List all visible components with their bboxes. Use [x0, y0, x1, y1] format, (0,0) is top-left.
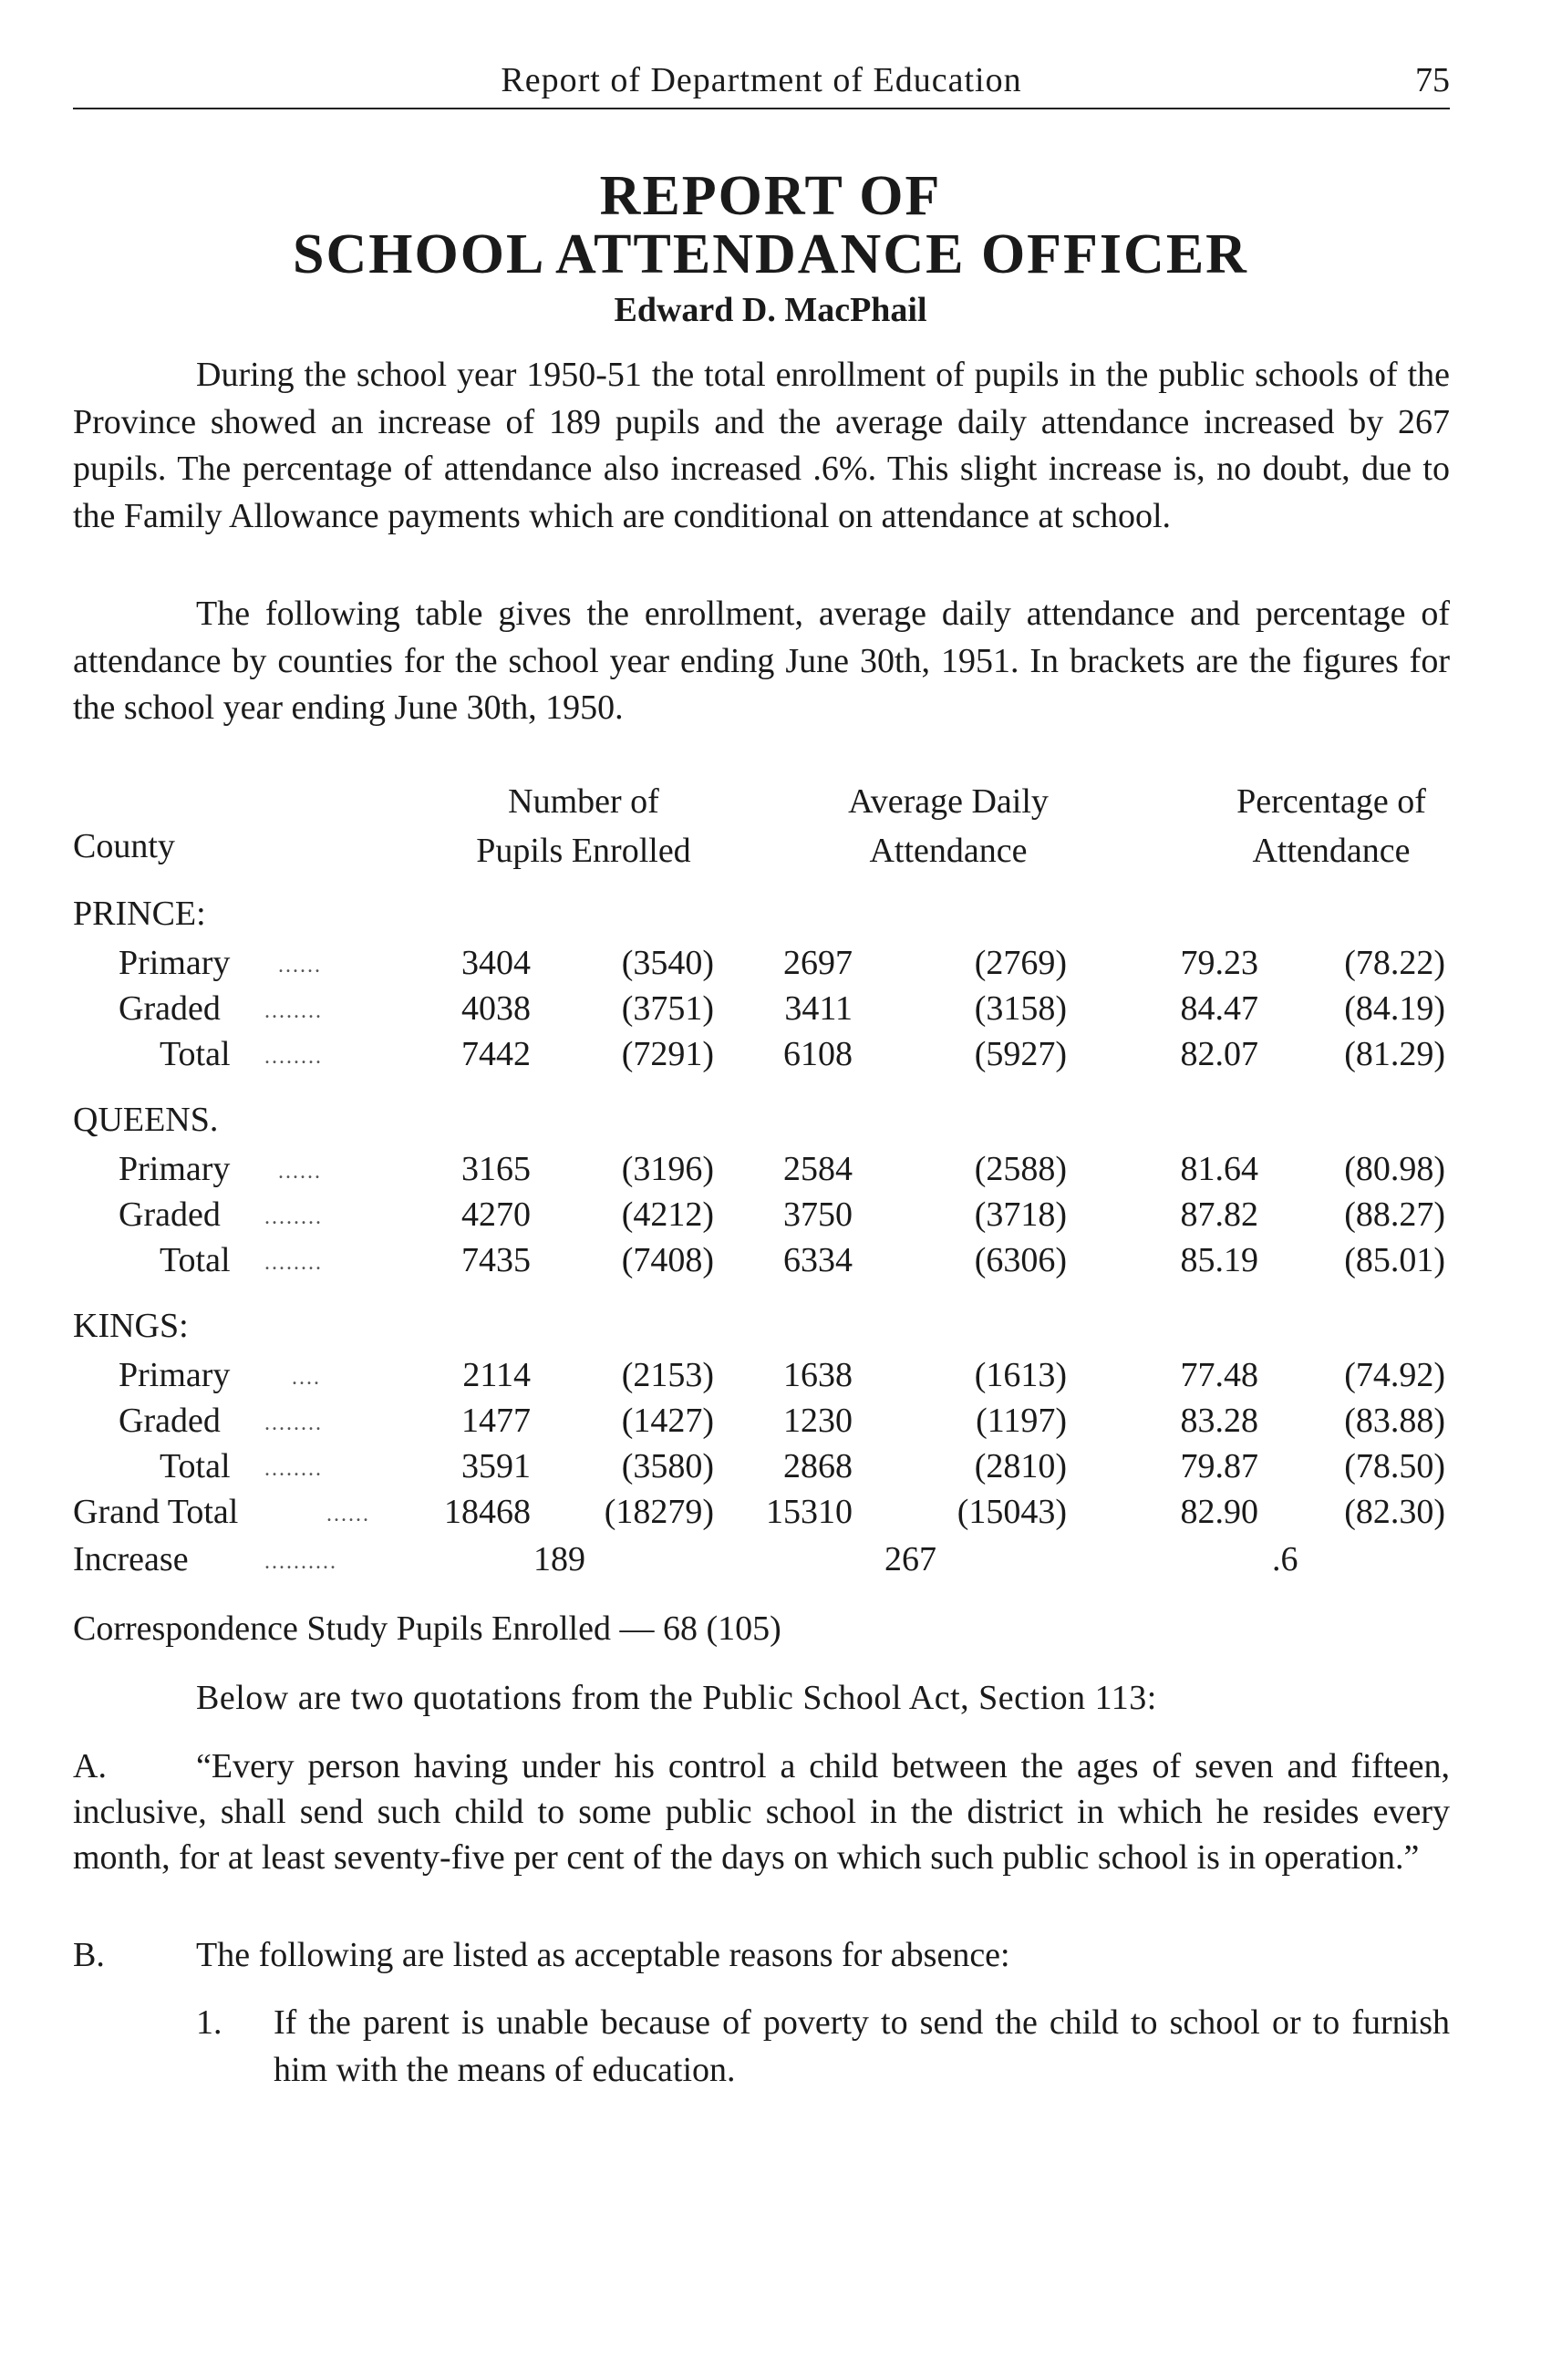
quotation-b — [73, 1935, 1010, 1975]
table-row — [0, 1446, 1541, 1494]
cell-attendance-prev: (3158) — [974, 989, 1067, 1028]
cell-percentage: 87.82 — [1180, 1195, 1258, 1234]
row-label: Graded — [119, 989, 221, 1028]
table-intro-paragraph: The following table gives the enrollment, average daily attendance and percentage of attendance by counties for the school year ending June 30th, 1951. In brackets are the figures for the school year ending June 30th, 1950. — [73, 595, 1450, 727]
cell-attendance-increase: 267 — [884, 1540, 936, 1578]
cell-enrolled: 3165 — [461, 1150, 531, 1188]
cell-percentage-prev: (82.30) — [1344, 1493, 1445, 1531]
cell-enrolled: 4038 — [461, 989, 531, 1028]
leader-dots: ........ — [264, 1412, 323, 1435]
cell-percentage-prev: (78.50) — [1344, 1447, 1445, 1485]
leader-dots: .......... — [264, 1550, 337, 1574]
cell-attendance: 6108 — [783, 1035, 853, 1073]
cell-attendance: 6334 — [783, 1241, 853, 1279]
cell-enrolled-prev: (4212) — [621, 1195, 714, 1234]
header-percentage-line2: Attendance — [1252, 832, 1411, 870]
row-label: Grand Total — [73, 1493, 239, 1531]
cell-attendance: 3750 — [783, 1195, 853, 1234]
cell-percentage-prev: (80.98) — [1344, 1150, 1445, 1188]
table-row — [0, 1034, 1541, 1081]
running-title: Report of Department of Education — [501, 61, 1022, 99]
cell-attendance-prev: (5927) — [974, 1035, 1067, 1073]
quotation-a-letter: A. — [73, 1747, 107, 1785]
cell-attendance-prev: (2769) — [974, 944, 1067, 982]
cell-attendance-prev: (2810) — [974, 1447, 1067, 1485]
table-row — [0, 1240, 1541, 1288]
cell-enrolled-prev: (1427) — [621, 1402, 714, 1440]
leader-dots: ...... — [278, 1160, 322, 1184]
table-row — [0, 988, 1541, 1036]
cell-attendance-prev: (1197) — [976, 1402, 1067, 1440]
cell-percentage: 83.28 — [1180, 1402, 1258, 1440]
county-prince: PRINCE: — [73, 895, 206, 933]
cell-attendance: 2868 — [783, 1447, 853, 1485]
grand-total-row — [0, 1492, 1541, 1539]
correspondence-note: Correspondence Study Pupils Enrolled — 68 (105) — [73, 1609, 781, 1648]
cell-percentage: 79.23 — [1180, 944, 1258, 982]
header-enrolled — [401, 777, 766, 875]
row-label: Total — [160, 1241, 231, 1279]
cell-percentage-prev: (78.22) — [1344, 944, 1445, 982]
table-row — [0, 1149, 1541, 1196]
header-percentage-line1: Percentage of — [1236, 782, 1426, 821]
increase-row — [0, 1539, 1541, 1587]
cell-enrolled-prev: (3196) — [621, 1150, 714, 1188]
cell-percentage: 84.47 — [1180, 989, 1258, 1028]
cell-percentage-increase: .6 — [1272, 1540, 1298, 1578]
leader-dots: ........ — [264, 1206, 323, 1229]
leader-dots: ...... — [278, 954, 322, 978]
cell-attendance: 2584 — [783, 1150, 853, 1188]
table-row — [0, 943, 1541, 990]
cell-percentage-prev: (83.88) — [1344, 1402, 1445, 1440]
cell-enrolled: 2114 — [462, 1356, 531, 1394]
report-title-line1: REPORT OF — [599, 165, 942, 227]
quotation-a-text: “Every person having under his control a child between the ages of seven and fifteen, inclusive, shall send such child to some public school in the district in which he resides every month, for at least seventy-five per cent of the days on which such public school is in operation.” — [73, 1747, 1450, 1877]
cell-enrolled: 4270 — [461, 1195, 531, 1234]
table-row — [0, 1401, 1541, 1448]
leader-dots: ........ — [264, 1045, 323, 1069]
cell-attendance-prev: (6306) — [974, 1241, 1067, 1279]
leader-dots: .... — [292, 1366, 321, 1390]
county-queens: QUEENS. — [73, 1101, 219, 1139]
row-label: Increase — [73, 1540, 189, 1578]
cell-attendance: 2697 — [783, 944, 853, 982]
cell-percentage-prev: (74.92) — [1344, 1356, 1445, 1394]
cell-enrolled: 7435 — [461, 1241, 531, 1279]
quotation-b-letter: B. — [73, 1936, 105, 1974]
leader-dots: ...... — [326, 1503, 370, 1526]
cell-enrolled: 18468 — [444, 1493, 531, 1531]
intro-paragraph: During the school year 1950-51 the total enrollment of pupils in the public schools of the Province showed an increase of 189 pupils and the average daily attendance increased by 267 pupils. The percentage of attendance also increased .6%. This slight increase is, no doubt, due to the Family Allowance payments which are conditional on attendance at school. — [73, 356, 1450, 535]
cell-attendance-prev: (15043) — [957, 1493, 1067, 1531]
row-label: Primary — [119, 944, 231, 982]
header-attendance-line1: Average Daily — [848, 782, 1049, 821]
cell-attendance-prev: (1613) — [974, 1356, 1067, 1394]
author-name: Edward D. MacPhail — [614, 291, 927, 329]
cell-percentage: 85.19 — [1180, 1241, 1258, 1279]
cell-enrolled-increase: 189 — [533, 1540, 585, 1578]
header-enrolled-line1: Number of — [508, 782, 659, 821]
leader-dots: ........ — [264, 999, 323, 1023]
header-enrolled-line2: Pupils Enrolled — [476, 832, 691, 870]
cell-percentage-prev: (88.27) — [1344, 1195, 1445, 1234]
row-label: Total — [160, 1035, 231, 1073]
row-label: Graded — [119, 1195, 221, 1234]
header-attendance-line2: Attendance — [869, 832, 1028, 870]
table-row — [0, 1195, 1541, 1242]
reason-text: If the parent is unable because of poverty to send the child to school or to furnish him with the means of education. — [274, 2003, 1450, 2089]
cell-percentage: 77.48 — [1180, 1356, 1258, 1394]
cell-enrolled-prev: (18279) — [604, 1493, 714, 1531]
quotation-b-text: The following are listed as acceptable reasons for absence: — [196, 1936, 1010, 1974]
cell-enrolled-prev: (3751) — [621, 989, 714, 1028]
page-number: 75 — [1415, 61, 1450, 99]
running-header — [73, 57, 1450, 109]
cell-enrolled-prev: (7291) — [621, 1035, 714, 1073]
cell-enrolled-prev: (3580) — [621, 1447, 714, 1485]
cell-attendance-prev: (3718) — [974, 1195, 1067, 1234]
table-row — [0, 1355, 1541, 1402]
cell-attendance-prev: (2588) — [974, 1150, 1067, 1188]
cell-percentage: 81.64 — [1180, 1150, 1258, 1188]
cell-attendance: 15310 — [766, 1493, 853, 1531]
cell-percentage: 82.90 — [1180, 1493, 1258, 1531]
row-label: Primary — [119, 1356, 231, 1394]
cell-enrolled: 1477 — [461, 1402, 531, 1440]
quotation-a — [73, 1744, 1450, 1880]
cell-attendance: 1638 — [783, 1356, 853, 1394]
header-attendance — [766, 777, 1131, 875]
cell-enrolled: 3404 — [461, 944, 531, 982]
cell-percentage-prev: (84.19) — [1344, 989, 1445, 1028]
cell-percentage: 79.87 — [1180, 1447, 1258, 1485]
row-label: Graded — [119, 1402, 221, 1440]
cell-percentage-prev: (85.01) — [1344, 1241, 1445, 1279]
cell-enrolled-prev: (3540) — [621, 944, 714, 982]
leader-dots: ........ — [264, 1251, 323, 1275]
report-title-line2: SCHOOL ATTENDANCE OFFICER — [293, 223, 1248, 285]
cell-percentage: 82.07 — [1180, 1035, 1258, 1073]
county-kings: KINGS: — [73, 1307, 189, 1345]
header-county: County — [73, 827, 175, 865]
header-percentage — [1158, 777, 1505, 875]
leader-dots: ........ — [264, 1457, 323, 1481]
cell-percentage-prev: (81.29) — [1344, 1035, 1445, 1073]
cell-enrolled: 7442 — [461, 1035, 531, 1073]
cell-enrolled-prev: (2153) — [621, 1356, 714, 1394]
row-label: Total — [160, 1447, 231, 1485]
quotations-intro: Below are two quotations from the Public School Act, Section 113: — [196, 1679, 1157, 1717]
cell-attendance: 1230 — [783, 1402, 853, 1440]
row-label: Primary — [119, 1150, 231, 1188]
cell-enrolled-prev: (7408) — [621, 1241, 714, 1279]
reason-number: 1. — [196, 2003, 222, 2042]
cell-attendance: 3411 — [784, 989, 853, 1028]
cell-enrolled: 3591 — [461, 1447, 531, 1485]
